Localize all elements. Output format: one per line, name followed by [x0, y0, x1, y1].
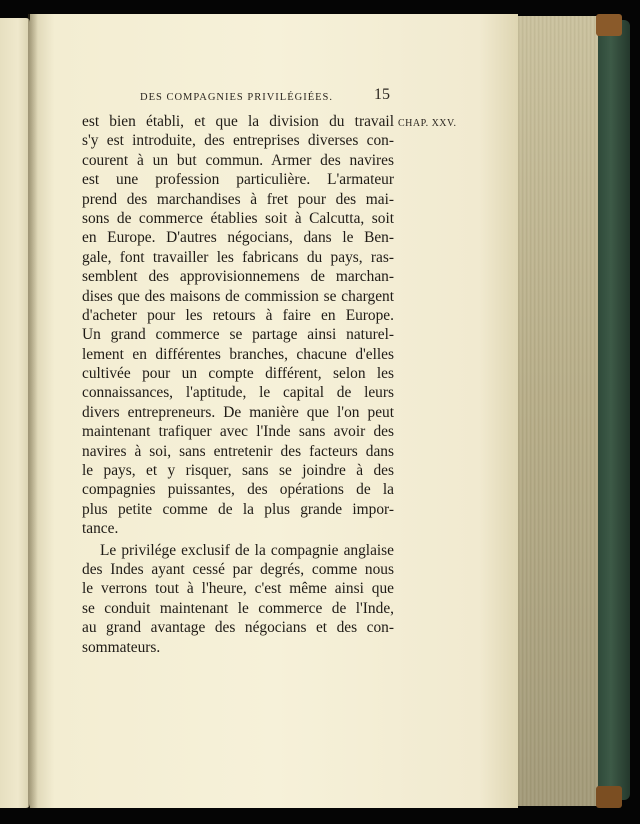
page-number: 15 [374, 86, 390, 103]
text-line: cultivée pour un compte différent, selon les [82, 365, 394, 383]
text-line: se conduit maintenant le commerce de l'Inde, [82, 599, 394, 617]
text-line: semblent des approvisionnemens de marchan- [82, 268, 394, 286]
cover-corner-top [596, 14, 622, 36]
text-line: le pays, et y risquer, sans se joindre à des [82, 462, 394, 480]
paragraph-1 [82, 112, 394, 539]
text-line: dises que des maisons de commission se chargent [82, 287, 394, 305]
text-line: sons de commerce établies soit à Calcutta, soit [82, 209, 394, 227]
text-line: gale, font travailler les fabricans du pays, ras- [82, 248, 394, 266]
text-line: sommateurs. [82, 638, 161, 656]
text-line: le verrons tout à l'heure, c'est même ainsi que [82, 580, 394, 598]
facing-page-edge [0, 18, 30, 808]
text-line: tance. [82, 520, 119, 538]
text-line: est une profession particulière. L'armateur [82, 171, 394, 189]
body-text [82, 112, 394, 657]
text-line: Le privilége exclusif de la compagnie anglaise [100, 541, 394, 559]
text-line: en Europe. D'autres négocians, dans le Ben- [82, 229, 394, 247]
text-line: maintenant trafiquer avec l'Inde sans avoir des [82, 423, 394, 441]
text-line: au grand avantage des négocians et des con- [82, 619, 394, 637]
text-line: compagnies puissantes, des opérations de la [82, 481, 394, 499]
paragraph-2 [82, 541, 394, 657]
running-head: DES COMPAGNIES PRIVILÉGIÉES. [140, 92, 334, 103]
text-line: Un grand commerce se partage ainsi naturel- [82, 326, 394, 344]
text-line: courent à un but commun. Armer des navires [82, 151, 394, 169]
chapter-marginal-note: CHAP. XXV. [398, 118, 457, 129]
gutter-shadow [28, 14, 38, 808]
cover-corner-bottom [596, 786, 622, 808]
text-line: plus petite comme de la plus grande impor- [82, 500, 394, 518]
text-line: navires à soi, sans entretenir des facteurs dans [82, 442, 394, 460]
text-line: s'y est introduite, des entreprises diverses con- [82, 132, 394, 150]
text-line: des Indes ayant cessé par degrés, comme nous [82, 560, 394, 578]
text-line: divers entrepreneurs. De manière que l'on peut [82, 403, 394, 421]
text-line: d'acheter pour les retours à faire en Europe. [82, 306, 394, 324]
book-cover [598, 20, 630, 800]
text-line: lement en différentes branches, chacune d'elles [82, 345, 394, 363]
text-line: prend des marchandises à fret pour des mai- [82, 190, 394, 208]
text-line: connaissances, l'aptitude, le capital de leurs [82, 384, 394, 402]
text-line: est bien établi, et que la division du travail [82, 113, 394, 130]
page-edges-shade [510, 16, 606, 806]
